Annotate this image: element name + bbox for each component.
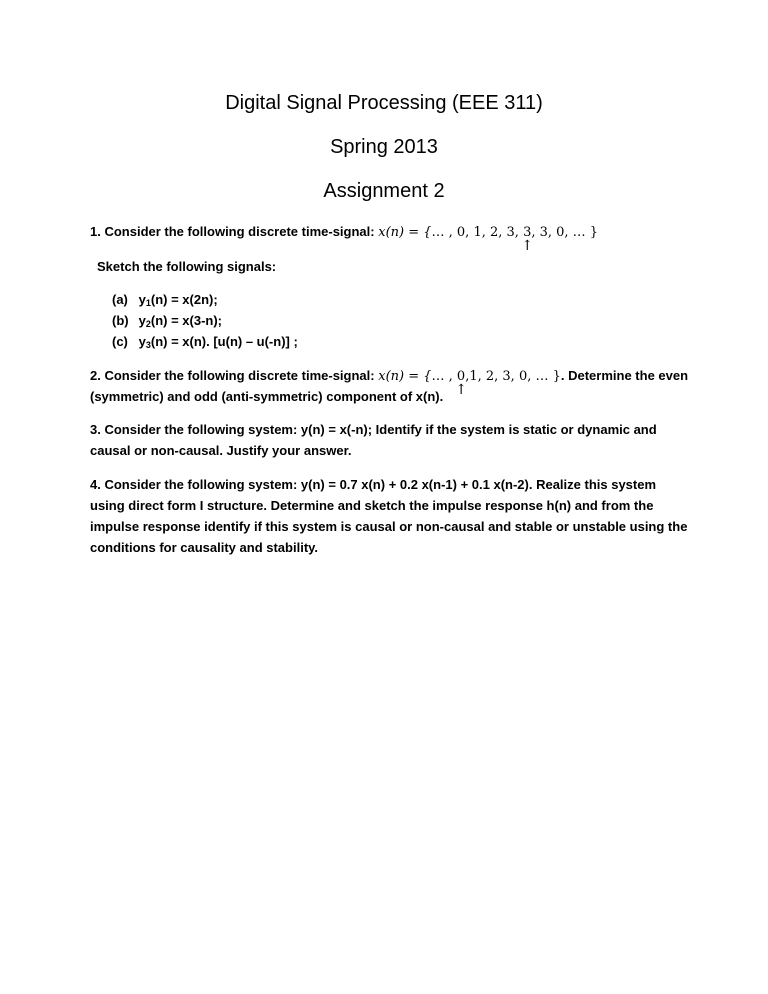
q1-seq-marked: 3 [523,225,532,240]
q1-instruction: Sketch the following signals: [97,259,277,274]
item-label: (b) [112,313,129,328]
q1-seq-before: … , 0, 1, 2, 3, [431,225,524,240]
q1-item-a [112,291,218,312]
q1-item-c [112,333,298,354]
item-label: (c) [112,334,128,349]
item-y: y [138,334,146,349]
q1-seq-after: , 3, 0, … } [531,225,599,240]
q1-prefix: 1. Consider the following discrete time-signal: [90,224,375,239]
q2-seq-origin [455,368,467,398]
q2-seq-after: ,1, 2, 3, 0, … } [465,369,561,384]
q3-line2: causal or non-causal. Justify your answer. [90,443,352,458]
course-title: Digital Signal Processing (EEE 311) [225,92,543,114]
q4-line3: impulse response identify if this system is causal or non-causal and stable or unstable using the [90,519,688,534]
q4-line1: 4. Consider the following system: y(n) = 0.7 x(n) + 0.2 x(n-1) + 0.1 x(n-2). Realize this system [90,477,657,492]
q2-seq-marked: 0 [456,369,466,384]
q2-prefix: 2. Consider the following discrete time-signal: [90,368,375,383]
item-y: y [138,313,146,328]
assignment-title: Assignment 2 [323,180,445,202]
q2-origin-arrow-icon: ↑ [455,382,467,398]
item-subscript: 2 [145,319,151,329]
item-rest: (n) = x(n). [u(n) – u(-n)] ; [150,334,298,349]
q1-seq-origin [521,224,534,254]
q1-origin-arrow-icon: ↑ [521,238,534,254]
q4-line2: using direct form I structure. Determine and sketch the impulse response h(n) and from the [90,498,654,513]
q2-math-lhs: x(n) = { [378,369,432,384]
q1-statement [90,223,599,254]
semester-title: Spring 2013 [330,136,438,158]
item-subscript: 1 [145,298,151,308]
q3-line1: 3. Consider the following system: y(n) = x(-n); Identify if the system is static or dynamic and [90,422,657,437]
item-subscript: 3 [145,340,151,350]
q4-line4: conditions for causality and stability. [90,540,319,555]
item-y: y [138,292,146,307]
item-label: (a) [112,292,128,307]
q2-seq-before: … , [431,369,457,384]
item-rest: (n) = x(3-n); [150,313,223,328]
q2-statement-line2: (symmetric) and odd (anti-symmetric) component of x(n). [90,389,444,404]
item-rest: (n) = x(2n); [150,292,218,307]
q1-math-lhs: x(n) = { [378,225,432,240]
q2-suffix: . Determine the even [560,368,689,383]
q1-item-b [112,312,222,333]
